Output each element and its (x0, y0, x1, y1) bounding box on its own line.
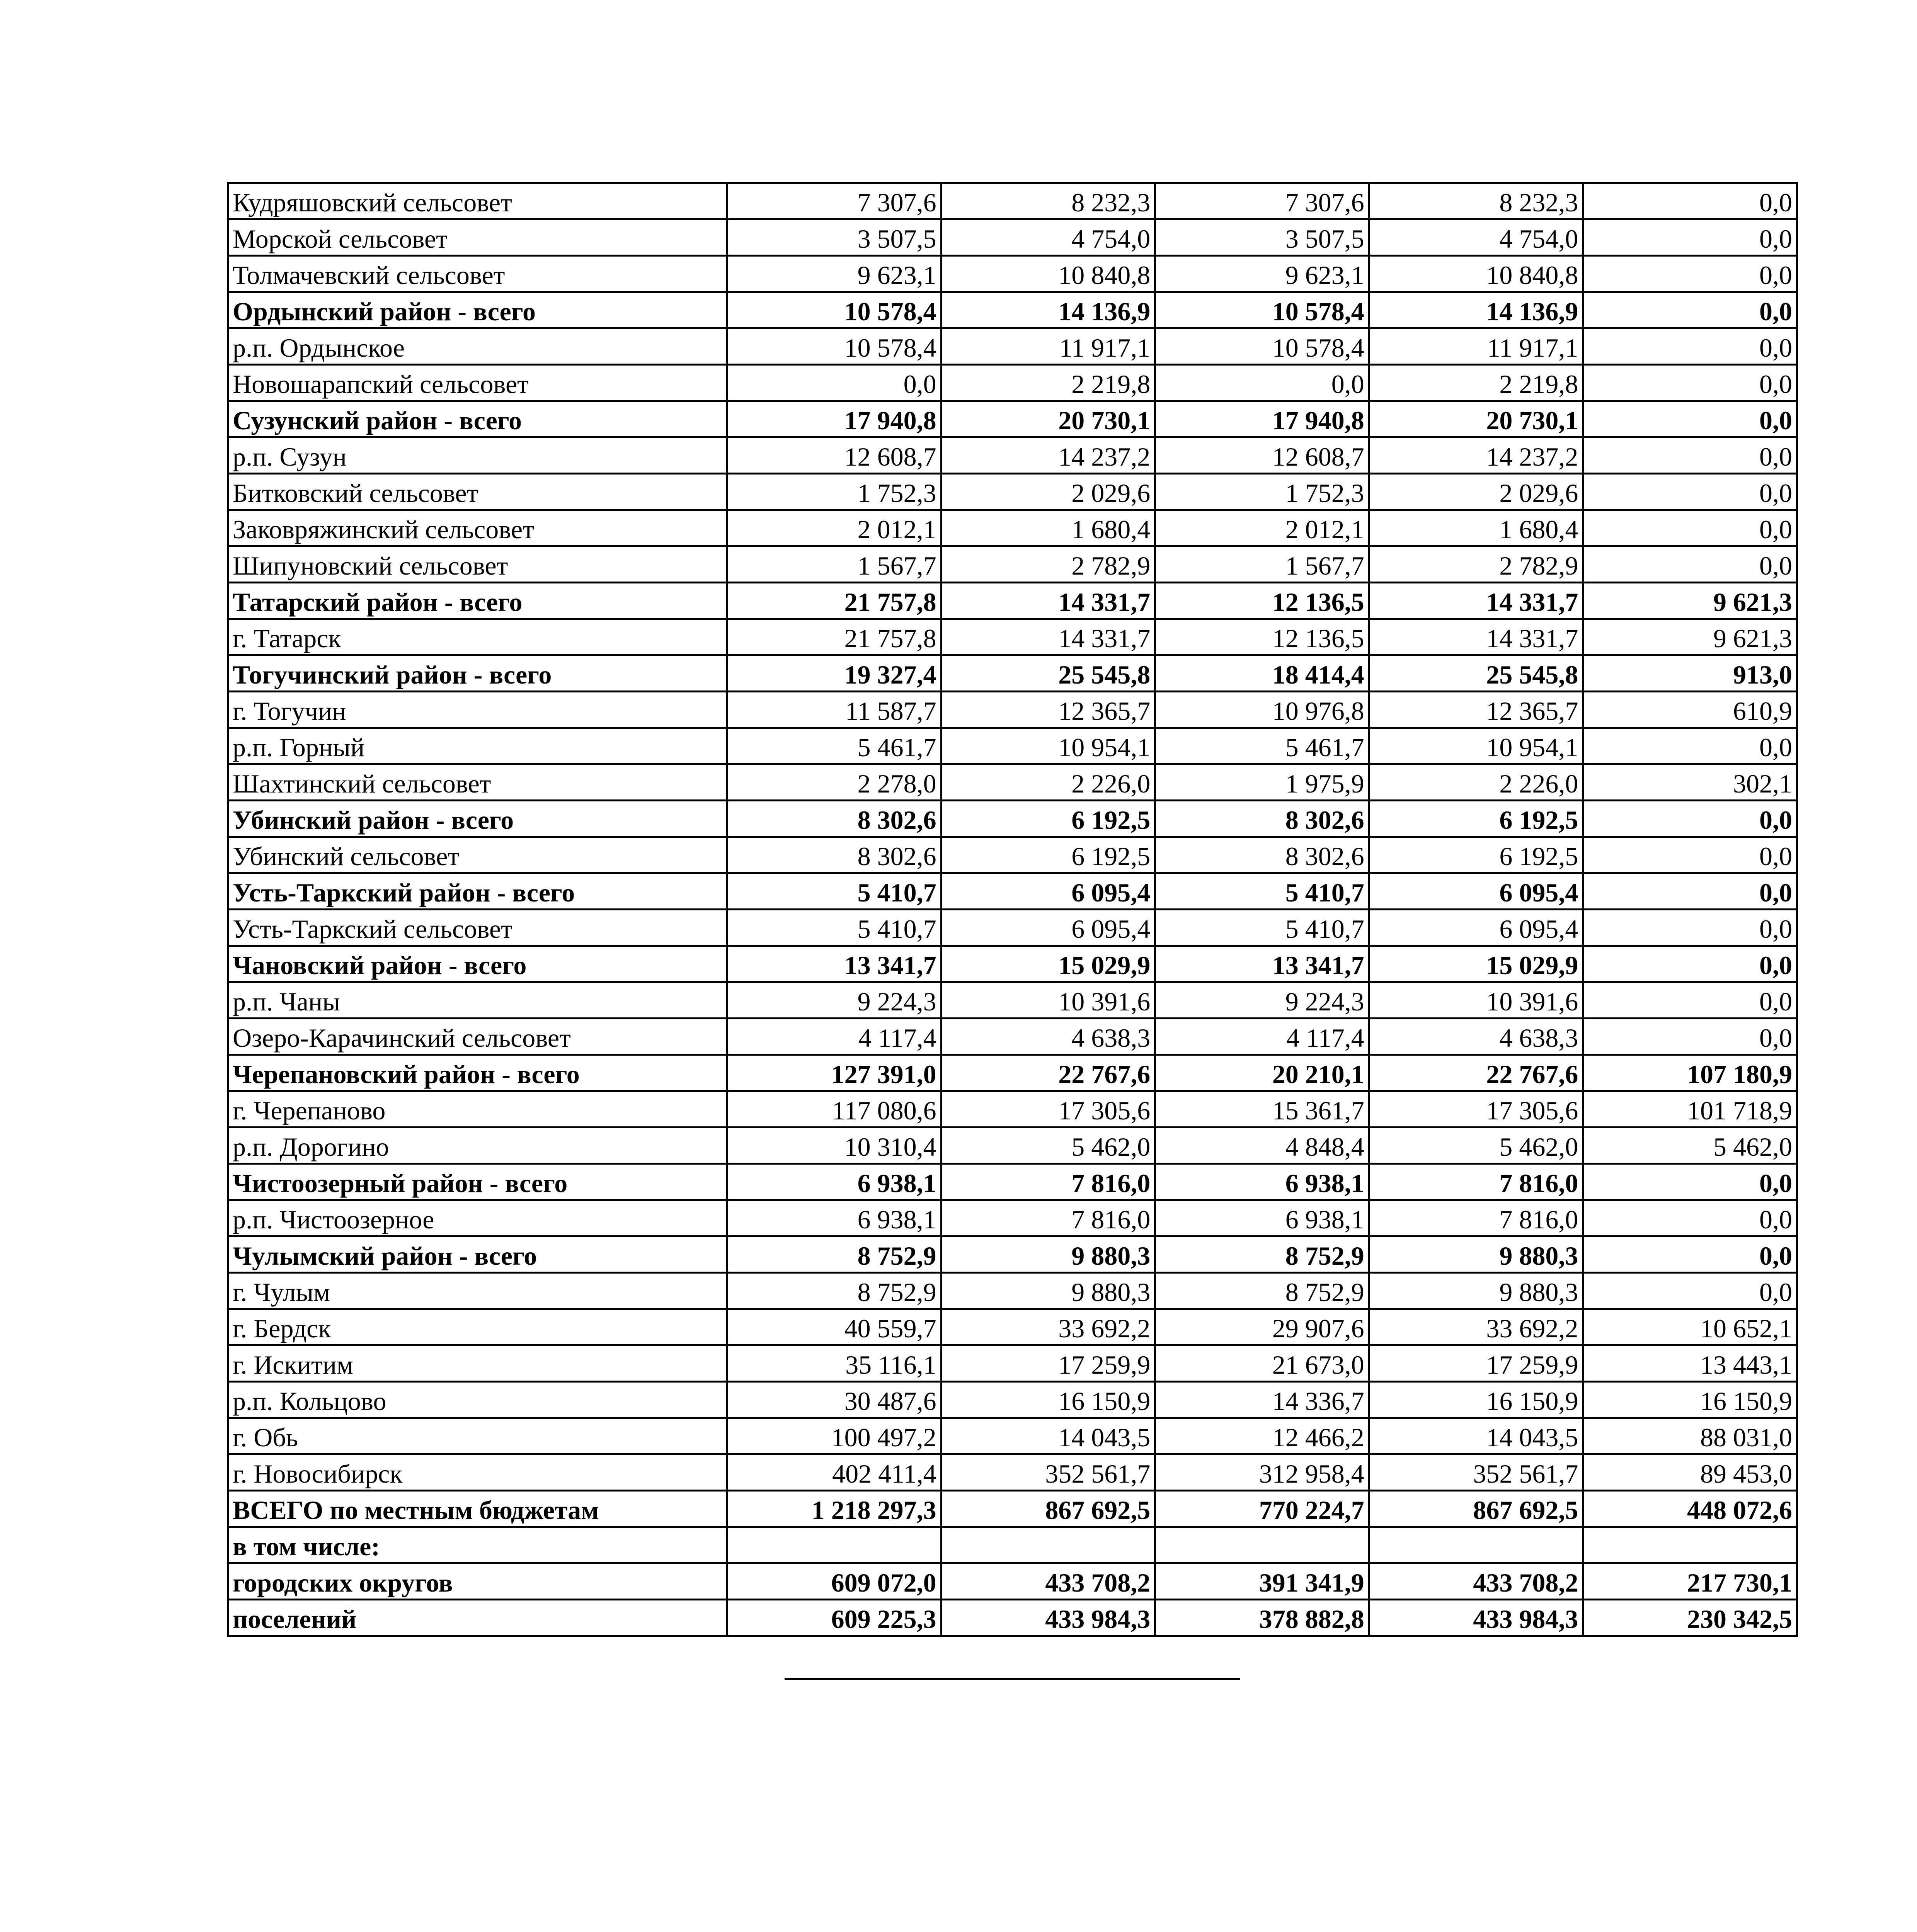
value-cell-col3: 8 752,9 (1155, 1273, 1369, 1309)
table-row (228, 1345, 1797, 1382)
value-cell-col2: 352 561,7 (941, 1454, 1155, 1491)
value-cell-col5: 13 443,1 (1583, 1345, 1797, 1382)
value-cell-col4: 11 917,1 (1369, 328, 1583, 365)
row-label: поселений (228, 1600, 727, 1636)
value-cell-col3: 5 410,7 (1155, 910, 1369, 946)
value-cell-col5 (1583, 1527, 1797, 1563)
value-cell-col4: 2 782,9 (1369, 546, 1583, 583)
value-cell-col3: 18 414,4 (1155, 655, 1369, 692)
value-cell-col5: 217 730,1 (1583, 1563, 1797, 1600)
value-cell-col5: 0,0 (1583, 292, 1797, 328)
table-row (228, 401, 1797, 437)
row-label: г. Новосибирск (228, 1454, 727, 1491)
table-row (228, 1164, 1797, 1200)
value-cell-col1: 8 752,9 (727, 1236, 941, 1273)
value-cell-col1: 402 411,4 (727, 1454, 941, 1491)
value-cell-col2: 14 043,5 (941, 1418, 1155, 1454)
value-cell-col3: 12 136,5 (1155, 619, 1369, 655)
table-row (228, 1527, 1797, 1563)
value-cell-col3: 5 410,7 (1155, 873, 1369, 910)
value-cell-col5: 16 150,9 (1583, 1382, 1797, 1418)
row-label: р.п. Горный (228, 728, 727, 764)
budget-table-body (228, 183, 1797, 1636)
table-row (228, 619, 1797, 655)
value-cell-col3: 378 882,8 (1155, 1600, 1369, 1636)
value-cell-col3: 4 848,4 (1155, 1128, 1369, 1164)
value-cell-col4: 1 680,4 (1369, 510, 1583, 546)
value-cell-col4: 10 840,8 (1369, 256, 1583, 292)
value-cell-col2: 2 226,0 (941, 764, 1155, 801)
table-row (228, 1128, 1797, 1164)
table-row (228, 219, 1797, 256)
value-cell-col1: 11 587,7 (727, 692, 941, 728)
table-row (228, 256, 1797, 292)
end-of-table-divider (785, 1678, 1240, 1680)
row-label: Толмачевский сельсовет (228, 256, 727, 292)
value-cell-col3: 20 210,1 (1155, 1055, 1369, 1091)
value-cell-col5: 89 453,0 (1583, 1454, 1797, 1491)
value-cell-col3: 10 578,4 (1155, 292, 1369, 328)
value-cell-col3: 17 940,8 (1155, 401, 1369, 437)
value-cell-col1: 6 938,1 (727, 1200, 941, 1236)
value-cell-col4: 2 219,8 (1369, 365, 1583, 401)
value-cell-col2: 9 880,3 (941, 1236, 1155, 1273)
value-cell-col5: 5 462,0 (1583, 1128, 1797, 1164)
value-cell-col5: 9 621,3 (1583, 619, 1797, 655)
table-row (228, 1454, 1797, 1491)
value-cell-col3: 7 307,6 (1155, 183, 1369, 219)
value-cell-col4: 16 150,9 (1369, 1382, 1583, 1418)
value-cell-col2: 14 331,7 (941, 583, 1155, 619)
row-label: Шипуновский сельсовет (228, 546, 727, 583)
value-cell-col2: 5 462,0 (941, 1128, 1155, 1164)
row-label: Сузунский район - всего (228, 401, 727, 437)
value-cell-col3: 29 907,6 (1155, 1309, 1369, 1345)
value-cell-col5: 230 342,5 (1583, 1600, 1797, 1636)
value-cell-col1: 8 752,9 (727, 1273, 941, 1309)
row-label: Кудряшовский сельсовет (228, 183, 727, 219)
value-cell-col2: 1 680,4 (941, 510, 1155, 546)
row-label: г. Бердск (228, 1309, 727, 1345)
value-cell-col1: 6 938,1 (727, 1164, 941, 1200)
value-cell-col4: 9 880,3 (1369, 1273, 1583, 1309)
value-cell-col3: 12 466,2 (1155, 1418, 1369, 1454)
value-cell-col5: 101 718,9 (1583, 1091, 1797, 1128)
value-cell-col1: 5 461,7 (727, 728, 941, 764)
value-cell-col2: 17 259,9 (941, 1345, 1155, 1382)
row-label: г. Черепаново (228, 1091, 727, 1128)
value-cell-col4: 5 462,0 (1369, 1128, 1583, 1164)
value-cell-col5: 0,0 (1583, 801, 1797, 837)
value-cell-col1 (727, 1527, 941, 1563)
row-label: р.п. Чистоозерное (228, 1200, 727, 1236)
budget-table (227, 182, 1798, 1637)
value-cell-col3: 13 341,7 (1155, 946, 1369, 982)
value-cell-col5: 0,0 (1583, 982, 1797, 1019)
table-row (228, 1273, 1797, 1309)
value-cell-col5: 302,1 (1583, 764, 1797, 801)
table-row (228, 1200, 1797, 1236)
value-cell-col3: 1 567,7 (1155, 546, 1369, 583)
row-label: Чулымский район - всего (228, 1236, 727, 1273)
value-cell-col1: 19 327,4 (727, 655, 941, 692)
row-label: р.п. Сузун (228, 437, 727, 474)
table-row (228, 365, 1797, 401)
value-cell-col3: 1 975,9 (1155, 764, 1369, 801)
value-cell-col2: 14 331,7 (941, 619, 1155, 655)
table-row (228, 1019, 1797, 1055)
row-label: Черепановский район - всего (228, 1055, 727, 1091)
value-cell-col5: 0,0 (1583, 728, 1797, 764)
value-cell-col4: 14 237,2 (1369, 437, 1583, 474)
value-cell-col4 (1369, 1527, 1583, 1563)
value-cell-col3: 8 302,6 (1155, 801, 1369, 837)
value-cell-col1: 17 940,8 (727, 401, 941, 437)
value-cell-col3: 3 507,5 (1155, 219, 1369, 256)
value-cell-col3: 1 752,3 (1155, 474, 1369, 510)
value-cell-col3: 8 302,6 (1155, 837, 1369, 873)
value-cell-col2: 10 840,8 (941, 256, 1155, 292)
value-cell-col3: 21 673,0 (1155, 1345, 1369, 1382)
value-cell-col4: 2 226,0 (1369, 764, 1583, 801)
row-label: Тогучинский район - всего (228, 655, 727, 692)
value-cell-col5: 0,0 (1583, 256, 1797, 292)
value-cell-col1: 2 278,0 (727, 764, 941, 801)
value-cell-col5: 0,0 (1583, 474, 1797, 510)
value-cell-col1: 0,0 (727, 365, 941, 401)
row-label: Чановский район - всего (228, 946, 727, 982)
row-label: г. Чулым (228, 1273, 727, 1309)
value-cell-col2: 14 237,2 (941, 437, 1155, 474)
value-cell-col4: 14 331,7 (1369, 583, 1583, 619)
value-cell-col1: 5 410,7 (727, 910, 941, 946)
value-cell-col1: 10 578,4 (727, 292, 941, 328)
value-cell-col2: 7 816,0 (941, 1164, 1155, 1200)
value-cell-col4: 17 305,6 (1369, 1091, 1583, 1128)
row-label: Татарский район - всего (228, 583, 727, 619)
value-cell-col4: 6 095,4 (1369, 873, 1583, 910)
value-cell-col2: 22 767,6 (941, 1055, 1155, 1091)
value-cell-col5: 0,0 (1583, 1273, 1797, 1309)
value-cell-col5: 610,9 (1583, 692, 1797, 728)
value-cell-col4: 6 192,5 (1369, 837, 1583, 873)
value-cell-col4: 10 954,1 (1369, 728, 1583, 764)
value-cell-col3: 5 461,7 (1155, 728, 1369, 764)
row-label: Морской сельсовет (228, 219, 727, 256)
table-row (228, 801, 1797, 837)
value-cell-col4: 33 692,2 (1369, 1309, 1583, 1345)
value-cell-col2: 6 095,4 (941, 910, 1155, 946)
row-label: Заковряжинский сельсовет (228, 510, 727, 546)
value-cell-col2: 16 150,9 (941, 1382, 1155, 1418)
row-label: Чистоозерный район - всего (228, 1164, 727, 1200)
value-cell-col2: 12 365,7 (941, 692, 1155, 728)
table-row (228, 292, 1797, 328)
value-cell-col4: 6 095,4 (1369, 910, 1583, 946)
row-label: г. Татарск (228, 619, 727, 655)
value-cell-col3: 6 938,1 (1155, 1164, 1369, 1200)
value-cell-col1: 30 487,6 (727, 1382, 941, 1418)
value-cell-col1: 609 072,0 (727, 1563, 941, 1600)
value-cell-col1: 9 224,3 (727, 982, 941, 1019)
value-cell-col1: 1 567,7 (727, 546, 941, 583)
value-cell-col2: 9 880,3 (941, 1273, 1155, 1309)
value-cell-col4: 10 391,6 (1369, 982, 1583, 1019)
row-label: в том числе: (228, 1527, 727, 1563)
value-cell-col1: 40 559,7 (727, 1309, 941, 1345)
table-row (228, 583, 1797, 619)
row-label: Озеро-Карачинский сельсовет (228, 1019, 727, 1055)
value-cell-col1: 9 623,1 (727, 256, 941, 292)
table-row (228, 437, 1797, 474)
value-cell-col5: 0,0 (1583, 183, 1797, 219)
value-cell-col5: 0,0 (1583, 910, 1797, 946)
value-cell-col5: 0,0 (1583, 510, 1797, 546)
value-cell-col4: 17 259,9 (1369, 1345, 1583, 1382)
row-label: г. Обь (228, 1418, 727, 1454)
value-cell-col4: 9 880,3 (1369, 1236, 1583, 1273)
value-cell-col3: 0,0 (1155, 365, 1369, 401)
value-cell-col5: 0,0 (1583, 546, 1797, 583)
value-cell-col5: 913,0 (1583, 655, 1797, 692)
value-cell-col1: 10 578,4 (727, 328, 941, 365)
row-label: Шахтинский сельсовет (228, 764, 727, 801)
table-row (228, 946, 1797, 982)
value-cell-col4: 352 561,7 (1369, 1454, 1583, 1491)
value-cell-col1: 1 752,3 (727, 474, 941, 510)
value-cell-col4: 22 767,6 (1369, 1055, 1583, 1091)
value-cell-col4: 4 754,0 (1369, 219, 1583, 256)
value-cell-col3: 15 361,7 (1155, 1091, 1369, 1128)
row-label: р.п. Ордынское (228, 328, 727, 365)
value-cell-col3: 4 117,4 (1155, 1019, 1369, 1055)
value-cell-col5: 0,0 (1583, 873, 1797, 910)
table-row (228, 728, 1797, 764)
value-cell-col1: 35 116,1 (727, 1345, 941, 1382)
value-cell-col5: 0,0 (1583, 1200, 1797, 1236)
table-row (228, 328, 1797, 365)
value-cell-col4: 25 545,8 (1369, 655, 1583, 692)
value-cell-col2: 7 816,0 (941, 1200, 1155, 1236)
value-cell-col3: 8 752,9 (1155, 1236, 1369, 1273)
table-row (228, 510, 1797, 546)
row-label: Убинский район - всего (228, 801, 727, 837)
value-cell-col2: 33 692,2 (941, 1309, 1155, 1345)
value-cell-col2: 15 029,9 (941, 946, 1155, 982)
value-cell-col5: 0,0 (1583, 1236, 1797, 1273)
value-cell-col5: 0,0 (1583, 946, 1797, 982)
value-cell-col5: 10 652,1 (1583, 1309, 1797, 1345)
value-cell-col2: 20 730,1 (941, 401, 1155, 437)
value-cell-col2: 10 391,6 (941, 982, 1155, 1019)
value-cell-col5: 448 072,6 (1583, 1491, 1797, 1527)
row-label: Ордынский район - всего (228, 292, 727, 328)
value-cell-col5: 0,0 (1583, 401, 1797, 437)
value-cell-col1: 8 302,6 (727, 837, 941, 873)
table-row (228, 1418, 1797, 1454)
table-row (228, 546, 1797, 583)
table-row (228, 873, 1797, 910)
value-cell-col3: 9 623,1 (1155, 256, 1369, 292)
table-row (228, 474, 1797, 510)
row-label: р.п. Дорогино (228, 1128, 727, 1164)
value-cell-col5: 0,0 (1583, 365, 1797, 401)
value-cell-col1: 5 410,7 (727, 873, 941, 910)
table-row (228, 692, 1797, 728)
row-label: г. Искитим (228, 1345, 727, 1382)
row-label: Битковский сельсовет (228, 474, 727, 510)
value-cell-col4: 15 029,9 (1369, 946, 1583, 982)
value-cell-col3: 770 224,7 (1155, 1491, 1369, 1527)
value-cell-col3: 10 976,8 (1155, 692, 1369, 728)
table-row (228, 1600, 1797, 1636)
table-row (228, 1382, 1797, 1418)
row-label: городских округов (228, 1563, 727, 1600)
row-label: р.п. Кольцово (228, 1382, 727, 1418)
value-cell-col1: 12 608,7 (727, 437, 941, 474)
value-cell-col2: 25 545,8 (941, 655, 1155, 692)
value-cell-col4: 7 816,0 (1369, 1164, 1583, 1200)
table-row (228, 1309, 1797, 1345)
row-label: г. Тогучин (228, 692, 727, 728)
value-cell-col2: 8 232,3 (941, 183, 1155, 219)
value-cell-col2: 867 692,5 (941, 1491, 1155, 1527)
value-cell-col5: 0,0 (1583, 328, 1797, 365)
value-cell-col1: 7 307,6 (727, 183, 941, 219)
value-cell-col3: 14 336,7 (1155, 1382, 1369, 1418)
value-cell-col3: 12 136,5 (1155, 583, 1369, 619)
value-cell-col1: 2 012,1 (727, 510, 941, 546)
value-cell-col5: 0,0 (1583, 1019, 1797, 1055)
value-cell-col1: 3 507,5 (727, 219, 941, 256)
value-cell-col3: 6 938,1 (1155, 1200, 1369, 1236)
value-cell-col1: 21 757,8 (727, 583, 941, 619)
table-row (228, 910, 1797, 946)
row-label: Усть-Таркский район - всего (228, 873, 727, 910)
value-cell-col4: 14 136,9 (1369, 292, 1583, 328)
value-cell-col1: 13 341,7 (727, 946, 941, 982)
table-row (228, 764, 1797, 801)
value-cell-col2 (941, 1527, 1155, 1563)
value-cell-col2: 433 984,3 (941, 1600, 1155, 1636)
value-cell-col2: 4 638,3 (941, 1019, 1155, 1055)
row-label: Убинский сельсовет (228, 837, 727, 873)
value-cell-col3: 10 578,4 (1155, 328, 1369, 365)
value-cell-col3: 391 341,9 (1155, 1563, 1369, 1600)
row-label: ВСЕГО по местным бюджетам (228, 1491, 727, 1527)
value-cell-col4: 14 331,7 (1369, 619, 1583, 655)
row-label: Усть-Таркский сельсовет (228, 910, 727, 946)
value-cell-col1: 10 310,4 (727, 1128, 941, 1164)
value-cell-col2: 2 219,8 (941, 365, 1155, 401)
value-cell-col3: 2 012,1 (1155, 510, 1369, 546)
value-cell-col2: 433 708,2 (941, 1563, 1155, 1600)
table-row (228, 1563, 1797, 1600)
value-cell-col4: 867 692,5 (1369, 1491, 1583, 1527)
table-row (228, 1091, 1797, 1128)
value-cell-col2: 2 782,9 (941, 546, 1155, 583)
value-cell-col5: 0,0 (1583, 837, 1797, 873)
value-cell-col2: 11 917,1 (941, 328, 1155, 365)
value-cell-col2: 10 954,1 (941, 728, 1155, 764)
value-cell-col3: 12 608,7 (1155, 437, 1369, 474)
value-cell-col1: 100 497,2 (727, 1418, 941, 1454)
value-cell-col4: 14 043,5 (1369, 1418, 1583, 1454)
value-cell-col2: 14 136,9 (941, 292, 1155, 328)
table-row (228, 1055, 1797, 1091)
value-cell-col2: 2 029,6 (941, 474, 1155, 510)
value-cell-col2: 4 754,0 (941, 219, 1155, 256)
table-row (228, 1236, 1797, 1273)
value-cell-col4: 20 730,1 (1369, 401, 1583, 437)
row-label: Новошарапский сельсовет (228, 365, 727, 401)
value-cell-col1: 609 225,3 (727, 1600, 941, 1636)
value-cell-col2: 17 305,6 (941, 1091, 1155, 1128)
value-cell-col1: 127 391,0 (727, 1055, 941, 1091)
value-cell-col4: 6 192,5 (1369, 801, 1583, 837)
table-row (228, 837, 1797, 873)
value-cell-col4: 2 029,6 (1369, 474, 1583, 510)
value-cell-col1: 4 117,4 (727, 1019, 941, 1055)
value-cell-col2: 6 192,5 (941, 837, 1155, 873)
table-row (228, 1491, 1797, 1527)
value-cell-col4: 4 638,3 (1369, 1019, 1583, 1055)
table-row (228, 655, 1797, 692)
value-cell-col5: 107 180,9 (1583, 1055, 1797, 1091)
value-cell-col1: 117 080,6 (727, 1091, 941, 1128)
value-cell-col5: 0,0 (1583, 437, 1797, 474)
value-cell-col3: 312 958,4 (1155, 1454, 1369, 1491)
value-cell-col1: 8 302,6 (727, 801, 941, 837)
value-cell-col4: 433 708,2 (1369, 1563, 1583, 1600)
value-cell-col1: 1 218 297,3 (727, 1491, 941, 1527)
table-row (228, 183, 1797, 219)
table-row (228, 982, 1797, 1019)
value-cell-col1: 21 757,8 (727, 619, 941, 655)
value-cell-col5: 0,0 (1583, 1164, 1797, 1200)
value-cell-col4: 7 816,0 (1369, 1200, 1583, 1236)
value-cell-col3: 9 224,3 (1155, 982, 1369, 1019)
row-label: р.п. Чаны (228, 982, 727, 1019)
value-cell-col4: 433 984,3 (1369, 1600, 1583, 1636)
value-cell-col5: 0,0 (1583, 219, 1797, 256)
value-cell-col5: 88 031,0 (1583, 1418, 1797, 1454)
value-cell-col4: 12 365,7 (1369, 692, 1583, 728)
value-cell-col2: 6 192,5 (941, 801, 1155, 837)
value-cell-col5: 9 621,3 (1583, 583, 1797, 619)
value-cell-col2: 6 095,4 (941, 873, 1155, 910)
value-cell-col4: 8 232,3 (1369, 183, 1583, 219)
value-cell-col3 (1155, 1527, 1369, 1563)
